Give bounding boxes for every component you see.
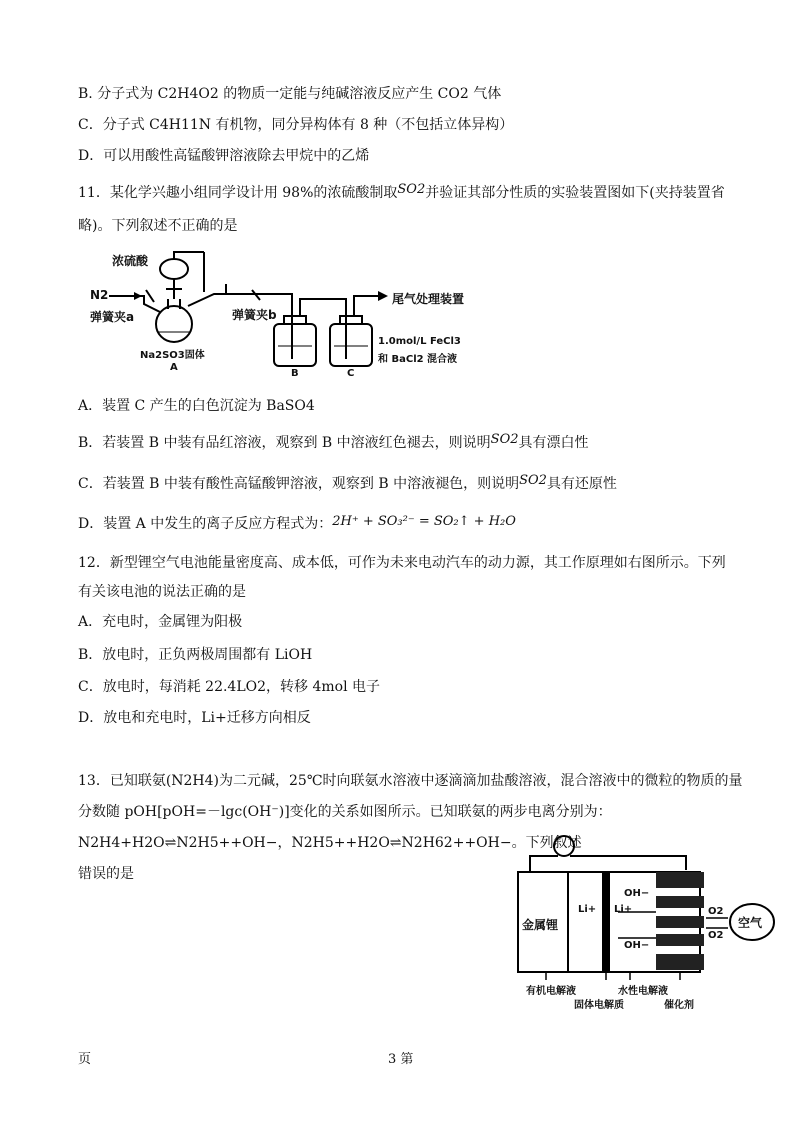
q11-option-d: [78, 514, 516, 535]
battery-label-organic: 有机电解液: [526, 986, 576, 997]
label-mixture-line2: 和 BaCl2 混合液: [378, 354, 458, 365]
label-a: A: [170, 362, 178, 373]
apparatus-figure: [84, 244, 504, 382]
q11-option-b-part-a: B．若装置 B 中装有品红溶液，观察到 B 中溶液红色褪去，则说明: [78, 435, 491, 451]
label-b: B: [291, 368, 299, 379]
q11-stem-line1: [78, 183, 725, 204]
q11-option-c: [78, 474, 617, 495]
label-c: C: [347, 368, 355, 379]
q12-option-c: C．放电时，每消耗 22.4LO2，转移 4mol 电子: [78, 679, 381, 695]
q10-option-b: B. 分子式为 C2H4O2 的物质一定能与纯碱溶液反应产生 CO2 气体: [78, 86, 502, 102]
q13-stem-line1: 13．已知联氨(N2H4)为二元碱，25℃时向联氨水溶液中逐滴滴加盐酸溶液，混合溶液中的微粒的物质的量: [78, 773, 743, 789]
battery-label-li-left: Li+: [578, 904, 597, 915]
q13-stem-line2: 分数随 pOH[pOH=－lgc(OH⁻)]变化的关系如图所示。已知联氨的两步电离分别为：: [78, 804, 612, 820]
q10-option-c: C．分子式 C4H11N 有机物，同分异构体有 8 种（不包括立体异构）: [78, 117, 514, 133]
q11-option-c-part-b: 具有还原性: [546, 476, 617, 492]
label-na2so3-solid: Na2SO3固体: [140, 350, 205, 361]
q11-option-c-part-a: C．若装置 B 中装有酸性高锰酸钾溶液，观察到 B 中溶液褪色，则说明: [78, 476, 520, 492]
q11-option-b: [78, 433, 589, 454]
q11-option-d-formula: 2H⁺ + SO₃²⁻ = SO₂↑ + H₂O: [332, 514, 516, 529]
battery-label-metal-li: 金属锂: [522, 918, 559, 932]
label-mixture-line1: 1.0mol/L FeCl3: [378, 336, 461, 347]
battery-label-oh-bottom: OH−: [624, 940, 650, 951]
battery-label-oh-top: OH−: [624, 888, 650, 899]
q12-stem-line2: 有关该电池的说法正确的是: [78, 584, 246, 600]
battery-label-solid: 固体电解质: [574, 1000, 624, 1011]
battery-label-o2-bottom: O2: [708, 930, 724, 941]
q11-stem-so2: SO2: [397, 182, 426, 197]
solid-electrolyte-bar: [602, 872, 610, 972]
q11-stem-part-a: 11．某化学兴趣小组同学设计用 98%的浓硫酸制取: [78, 185, 398, 201]
footer-left: 页: [78, 1052, 92, 1067]
label-clip-a: 弹簧夹a: [90, 310, 135, 324]
q11-option-b-so2: SO2: [490, 432, 519, 447]
q12-stem-line1: 12．新型锂空气电池能量密度高、成本低，可作为未来电动汽车的动力源，其工作原理如右图所示。下列: [78, 555, 726, 571]
q11-stem-line2: 略)。下列叙述不正确的是: [78, 218, 238, 234]
label-tail-gas: 尾气处理装置: [392, 292, 465, 306]
label-n2: N2: [90, 288, 109, 302]
q11-option-a: A．装置 C 产生的白色沉淀为 BaSO4: [78, 398, 315, 414]
q13-equation: N2H4+H2O⇌N2H5++OH−，N2H5++H2O⇌N2H62++OH−。下列叙述: [78, 835, 582, 851]
q11-option-d-text: D．装置 A 中发生的离子反应方程式为：: [78, 516, 333, 532]
battery-label-aqueous: 水性电解液: [618, 986, 668, 997]
label-concentrated-acid: 浓硫酸: [112, 254, 149, 268]
q12-option-b: B．放电时，正负两极周围都有 LiOH: [78, 647, 313, 663]
battery-label-catalyst: 催化剂: [664, 1000, 694, 1011]
label-clip-b: 弹簧夹b: [232, 308, 277, 322]
q12-option-a: A．充电时，金属锂为阳极: [78, 614, 243, 630]
q11-stem-part-b: 并验证其部分性质的实验装置图如下(夹持装置省: [425, 185, 725, 201]
q11-option-b-part-b: 具有漂白性: [518, 435, 589, 451]
battery-label-o2-top: O2: [708, 906, 724, 917]
battery-label-li-right: Li+: [614, 904, 633, 915]
q10-option-d: D．可以用酸性高锰酸钾溶液除去甲烷中的乙烯: [78, 148, 370, 164]
q11-option-c-so2: SO2: [519, 473, 547, 488]
q13-stem-line3: 错误的是: [78, 866, 134, 882]
battery-label-air: 空气: [738, 916, 763, 930]
page-number: 3 第: [388, 1052, 414, 1067]
battery-figure: [506, 830, 776, 1010]
q12-option-d: D．放电和充电时，Li+迁移方向相反: [78, 710, 311, 726]
